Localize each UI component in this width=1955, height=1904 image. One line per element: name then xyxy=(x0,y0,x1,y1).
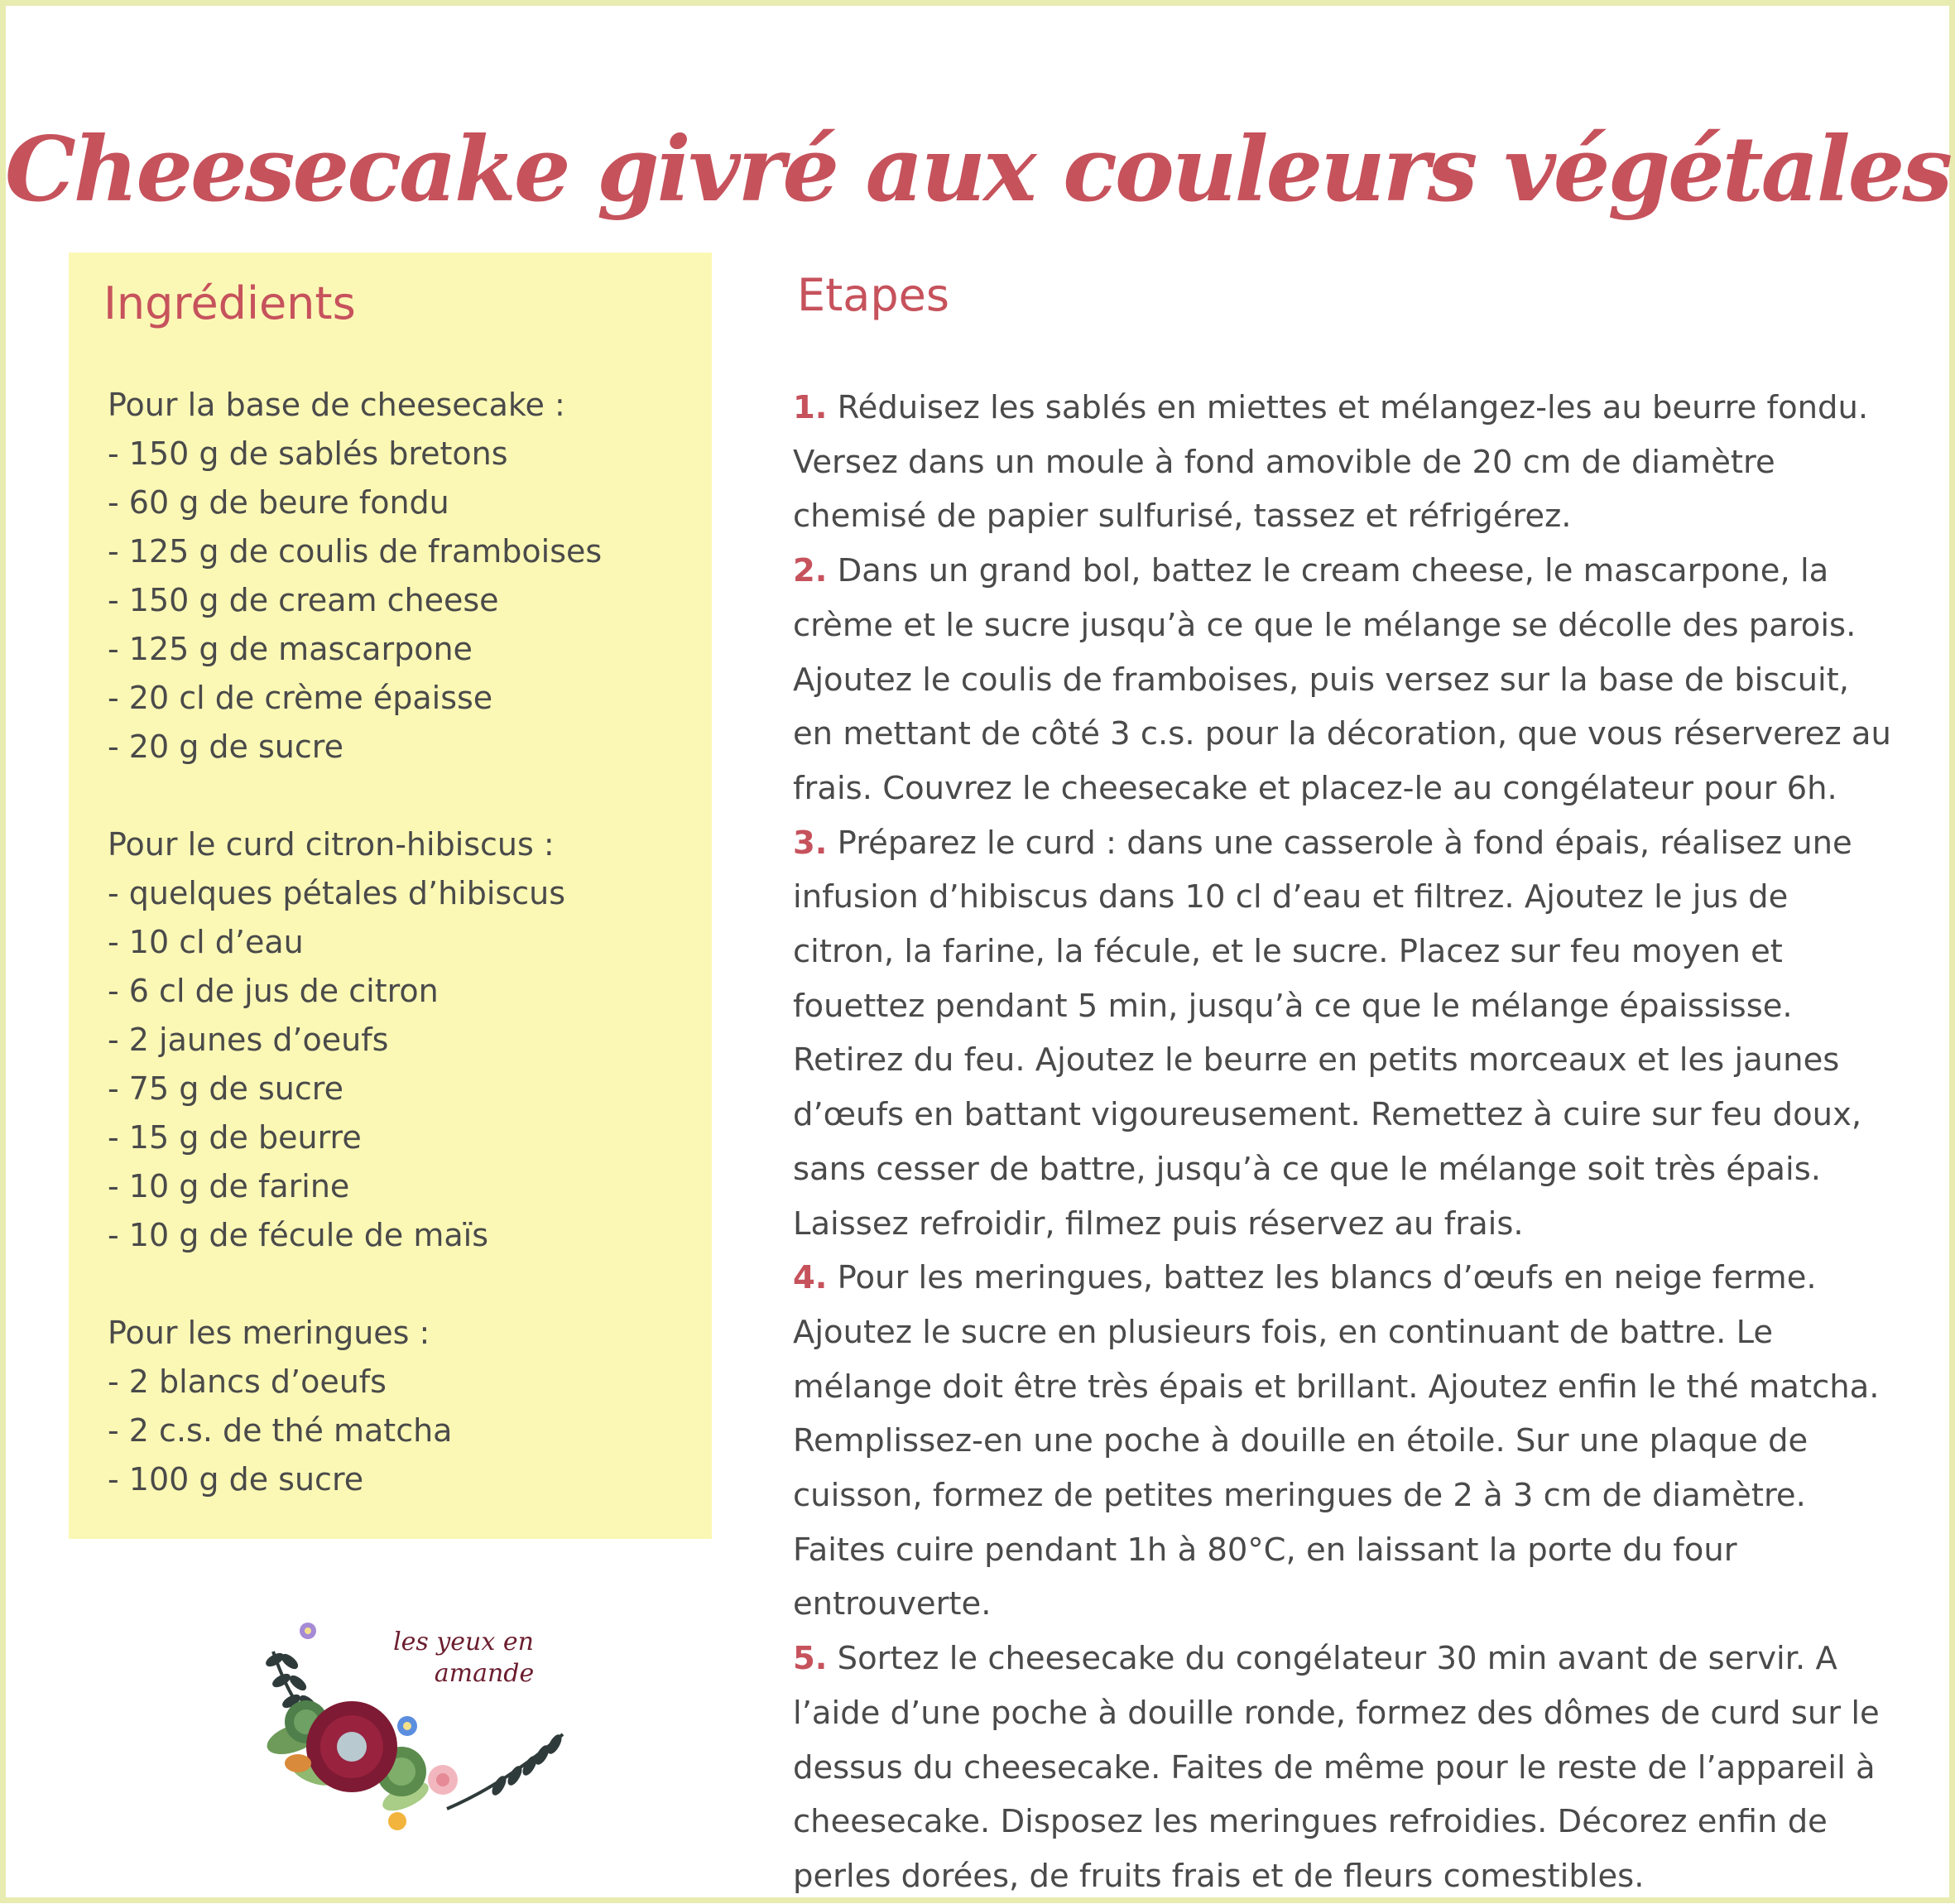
ingredient-item: - 60 g de beure fondu xyxy=(108,484,449,521)
ingredient-item: - 100 g de sucre xyxy=(108,1461,364,1498)
ingredient-item: - 75 g de sucre xyxy=(108,1070,343,1107)
ingredient-item: - 2 blancs d’oeufs xyxy=(108,1363,387,1400)
ingredient-item: - 2 jaunes d’oeufs xyxy=(108,1022,389,1058)
logo-text xyxy=(381,1627,546,1690)
steps-list xyxy=(793,381,1898,1904)
step-item xyxy=(793,816,1898,1252)
ingredient-item: - 6 cl de jus de citron xyxy=(108,973,439,1009)
recipe-title: Cheesecake givré aux couleurs végétales xyxy=(4,118,1951,223)
step-item xyxy=(793,544,1898,816)
step-number: 3. xyxy=(793,824,828,862)
step-text: Préparez le curd : dans une casserole à fond épais, réalisez une infusion d’hibiscus dans 10 cl d’eau et filtrez. Ajoutez le jus de citron, la farine, la fécule, et le sucre. Placez sur feu moyen et fouettez pendant 5 min, jusqu’à ce que le mélange épaississe. Retirez du feu. Ajoutez le beurre en petits morceaux et les jaunes d’œufs en battant vigoureusement. Remettez à cuire sur feu doux, sans cesser de battre, jusqu’à ce que le mélange soit très épais. Laissez refroidir, filmez puis réservez au frais. xyxy=(793,824,1862,1243)
ingredient-item: - 15 g de beurre xyxy=(108,1119,362,1156)
step-text: Réduisez les sablés en miettes et mélangez-les au beurre fondu. Versez dans un moule à fond amovible de 20 cm de diamètre chemisé de papier sulfurisé, tassez et réfrigérez. xyxy=(793,389,1869,536)
ingredient-item: - 125 g de coulis de framboises xyxy=(108,533,603,570)
ingredient-item: - 10 cl d’eau xyxy=(108,924,304,960)
section-title: Pour la base de cheesecake : xyxy=(108,387,565,423)
ingredient-section-meringues xyxy=(108,1309,704,1504)
ingredient-item: - 10 g de fécule de maïs xyxy=(108,1217,488,1253)
step-text: Dans un grand bol, battez le cream cheese, le mascarpone, la crème et le sucre jusqu’à ce que le mélange se décolle des parois. Ajoutez le coulis de framboises, puis versez sur la base de biscuit, en mettant de côté 3 c.s. pour la décoration, que vous réserverez au frais. Couvrez le cheesecake et placez-le au congélateur pour 6h. xyxy=(793,552,1891,807)
brand-logo xyxy=(257,1602,579,1842)
logo-line-2: amande xyxy=(434,1659,535,1688)
step-item xyxy=(793,1251,1898,1632)
ingredients-panel xyxy=(69,252,712,1539)
ingredients-list xyxy=(108,381,704,1553)
step-number: 2. xyxy=(793,552,828,590)
section-title: Pour les meringues : xyxy=(108,1315,430,1351)
steps-heading: Etapes xyxy=(797,269,950,321)
section-title: Pour le curd citron-hibiscus : xyxy=(108,826,555,863)
step-number: 4. xyxy=(793,1259,828,1297)
step-text: Pour les meringues, battez les blancs d’œufs en neige ferme. Ajoutez le sucre en plusieurs fois, en continuant de battre. Le mélange doit être très épais et brillant. Ajoutez enfin le thé matcha. Remplissez-en une poche à douille en étoile. Sur une plaque de cuisson, formez de petites meringues de 2 à 3 cm de diamètre. Faites cuire pendant 1h à 80°C, en laissant la porte du four entrouverte. xyxy=(793,1259,1880,1623)
step-text: Sortez le cheesecake du congélateur 30 min avant de servir. A l’aide d’une poche à douille ronde, formez des dômes de curd sur le dessus du cheesecake. Faites de même pour le reste de l’appareil à cheesecake. Disposez les meringues refroidies. Décorez enfin de perles dorées, de fruits frais et de fleurs comestibles. xyxy=(793,1640,1880,1895)
ingredient-item: - 125 g de mascarpone xyxy=(108,631,473,667)
ingredient-item: - 20 g de sucre xyxy=(108,728,343,765)
ingredient-item: - 10 g de farine xyxy=(108,1168,350,1204)
ingredient-item: - 20 cl de crème épaisse xyxy=(108,680,493,716)
ingredient-section-base xyxy=(108,381,704,772)
step-item xyxy=(793,381,1898,544)
ingredient-item: - 2 c.s. de thé matcha xyxy=(108,1412,453,1449)
ingredient-item: - 150 g de sablés bretons xyxy=(108,435,508,472)
step-item xyxy=(793,1632,1898,1904)
logo-line-1: les yeux en xyxy=(393,1628,534,1656)
step-number: 1. xyxy=(793,389,828,426)
ingredients-heading: Ingrédients xyxy=(103,277,356,329)
ingredient-item: - 150 g de cream cheese xyxy=(108,582,499,618)
ingredient-item: - quelques pétales d’hibiscus xyxy=(108,875,565,911)
ingredient-section-curd xyxy=(108,820,704,1260)
step-number: 5. xyxy=(793,1640,828,1678)
